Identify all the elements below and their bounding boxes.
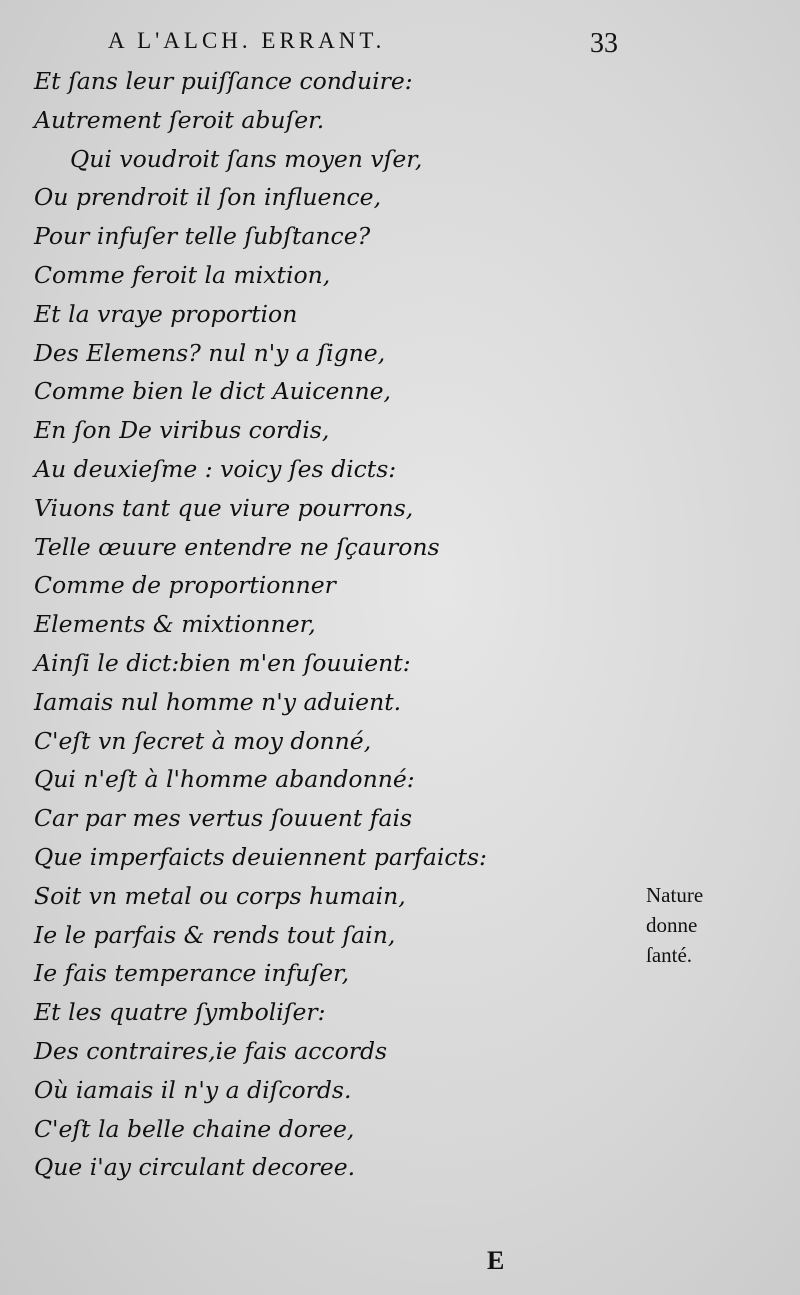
verse-line: Soit vn metal ou corps humain, <box>34 881 406 910</box>
verse-line: Iamais nul homme n'y aduient. <box>34 687 402 716</box>
marginal-note-line: donne <box>646 913 698 937</box>
verse-line: Et les quatre ſymboliſer: <box>34 998 326 1027</box>
verse-line: Autrement ſeroit abuſer. <box>34 105 325 134</box>
verse-line: Et ſans leur puiſſance conduire: <box>34 67 413 95</box>
verse-line: Ainſi le dict:bien m'en ſouuient: <box>34 648 411 677</box>
verse-line: Des contraires,ie fais accords <box>34 1036 388 1065</box>
verse-line: Telle œuure entendre ne ſçaurons <box>34 532 440 561</box>
verse-line: Ou prendroit il ſon influence, <box>34 183 382 212</box>
verse-line: Car par mes vertus ſouuent fais <box>34 804 413 833</box>
verse-line: Comme feroit la mixtion, <box>34 260 331 289</box>
verse-line: Qui voudroit ſans moyen vſer, <box>70 144 423 173</box>
signature-mark: E <box>487 1246 505 1275</box>
verse-list <box>34 62 594 1187</box>
verse-line: En ſon De viribus cordis, <box>34 416 330 445</box>
verse-line: Ie le parfais & rends tout ſain, <box>34 920 396 949</box>
verse-line: Elements & mixtionner, <box>34 610 316 639</box>
verse-line: Comme bien le dict Auicenne, <box>34 377 392 406</box>
marginal-note-line: ſanté. <box>646 943 693 967</box>
verse-line: Pour infuſer telle ſubſtance? <box>34 222 371 251</box>
verse-line: Que i'ay circulant decoree. <box>34 1153 356 1182</box>
verse-line: Et la vraye proportion <box>34 299 298 328</box>
verse-line: Comme de proportionner <box>34 571 336 600</box>
verse-line: Où iamais il n'y a diſcords. <box>34 1075 352 1104</box>
verse-line: C'eſt vn ſecret à moy donné, <box>34 726 372 755</box>
verse-line: Ie fais temperance infuſer, <box>34 959 350 988</box>
verse-line: Que imperfaicts deuiennent parfaicts: <box>34 842 487 871</box>
marginal-note-line: Nature <box>646 883 704 907</box>
verse-line: Viuons tant que viure pourrons, <box>34 493 414 522</box>
verse-line: C'eſt la belle chaine doree, <box>34 1114 355 1143</box>
marginal-note <box>646 880 766 970</box>
verse-line: Qui n'eſt à l'homme abandonné: <box>34 765 415 794</box>
running-title: A L'ALCH. ERRANT. <box>108 28 386 53</box>
verse-line: Au deuxieſme : voicy ſes dicts: <box>34 454 397 483</box>
page-number: 33 <box>590 28 618 59</box>
verse-line: Des Elemens? nul n'y a ſigne, <box>34 338 386 367</box>
